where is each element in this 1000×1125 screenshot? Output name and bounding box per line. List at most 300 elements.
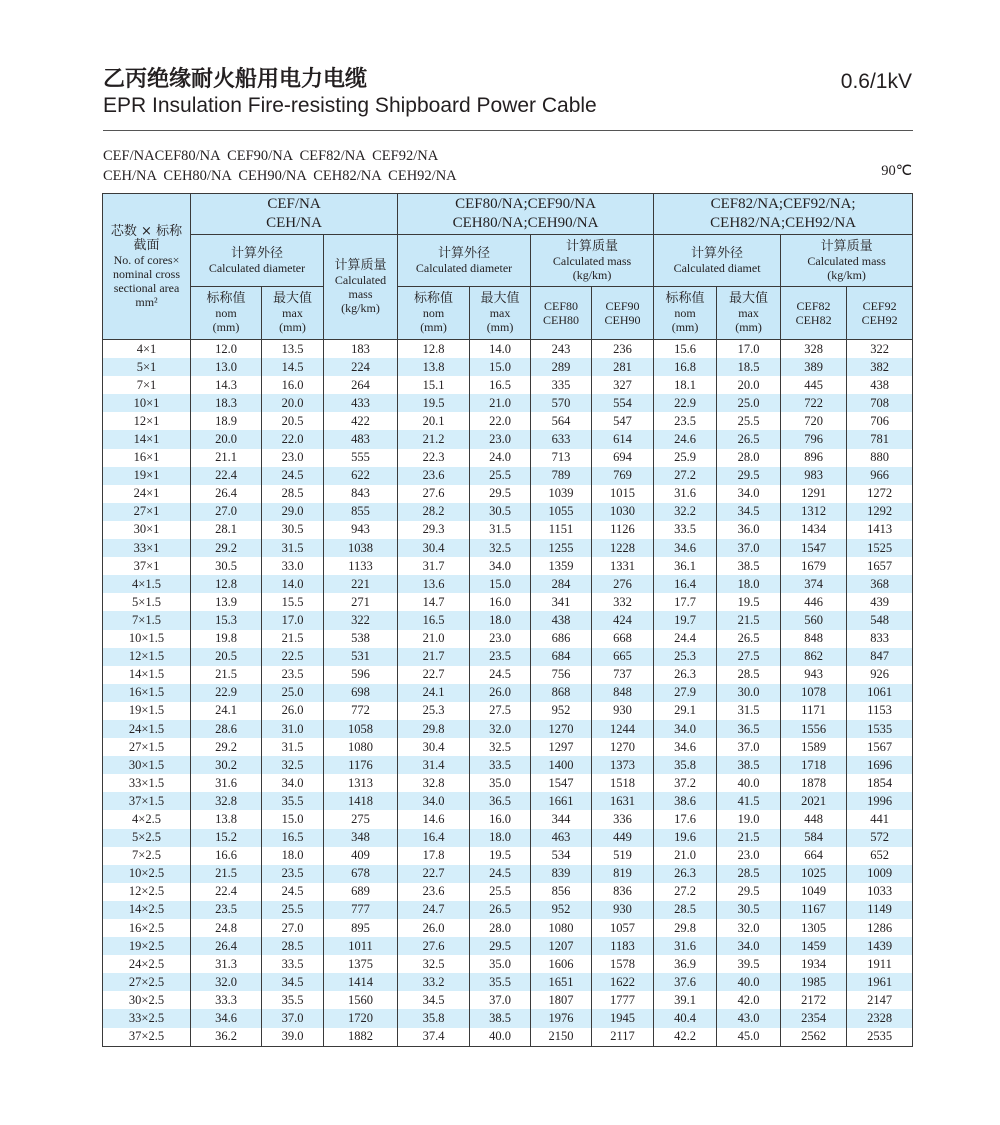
table-cell: 21.5 [717,611,781,629]
table-cell: 16.4 [398,829,470,847]
cell-cores-section: 30×2.5 [103,991,191,1009]
table-cell: 21.0 [470,394,531,412]
table-cell: 332 [592,593,654,611]
table-cell: 13.8 [398,358,470,376]
table-cell: 22.4 [191,467,262,485]
table-cell: 22.9 [654,394,717,412]
header-nom: 标称值 nom (mm) [398,287,470,340]
table-cell: 33.5 [262,955,324,973]
table-cell: 37.6 [654,973,717,991]
table-cell: 1270 [592,738,654,756]
table-cell: 1228 [592,539,654,557]
table-row [103,358,913,376]
table-cell: 36.5 [717,720,781,738]
table-cell: 30.5 [470,503,531,521]
table-cell: 25.3 [654,648,717,666]
table-cell: 1126 [592,521,654,539]
table-row [103,901,913,919]
cell-cores-section: 14×2.5 [103,901,191,919]
table-cell: 1696 [847,756,913,774]
header-diameter: 计算外径 Calculated diameter [398,235,531,287]
table-cell: 441 [847,810,913,828]
table-cell: 25.0 [717,394,781,412]
table-cell: 33.5 [470,756,531,774]
table-cell: 448 [781,810,847,828]
table-cell: 668 [592,630,654,648]
table-cell: 433 [324,394,398,412]
table-cell: 28.5 [262,937,324,955]
table-cell: 1547 [531,774,592,792]
table-cell: 952 [531,901,592,919]
table-cell: 2172 [781,991,847,1009]
table-cell: 18.0 [717,575,781,593]
table-cell: 24.5 [262,467,324,485]
table-cell: 32.5 [470,738,531,756]
table-cell: 24.1 [398,684,470,702]
cell-cores-section: 14×1.5 [103,666,191,684]
table-row [103,738,913,756]
table-cell: 32.5 [470,539,531,557]
table-cell: 15.0 [470,358,531,376]
table-cell: 14.5 [262,358,324,376]
table-cell: 34.0 [717,485,781,503]
header-diameter: 计算外径 Calculated diamet [654,235,781,287]
table-cell: 1331 [592,557,654,575]
table-cell: 26.5 [470,901,531,919]
table-cell: 32.0 [470,720,531,738]
table-cell: 560 [781,611,847,629]
table-cell: 243 [531,340,592,359]
table-cell: 34.0 [654,720,717,738]
cell-cores-section: 37×1.5 [103,792,191,810]
header-model-sub: CEF90 CEH90 [592,287,654,340]
table-cell: 1149 [847,901,913,919]
table-cell: 35.5 [470,973,531,991]
table-cell: 19.5 [717,593,781,611]
table-cell: 1976 [531,1009,592,1027]
table-cell: 29.8 [398,720,470,738]
table-row [103,394,913,412]
table-cell: 930 [592,901,654,919]
table-cell: 20.0 [262,394,324,412]
table-cell: 31.6 [654,937,717,955]
table-row [103,376,913,394]
voltage-rating: 0.6/1kV [840,70,912,93]
table-cell: 28.5 [654,901,717,919]
table-cell: 694 [592,449,654,467]
cell-cores-section: 27×1 [103,503,191,521]
table-cell: 34.5 [398,991,470,1009]
table-cell: 33.0 [262,557,324,575]
table-cell: 1718 [781,756,847,774]
table-cell: 689 [324,883,398,901]
table-row [103,829,913,847]
table-cell: 34.6 [654,539,717,557]
table-cell: 1996 [847,792,913,810]
table-cell: 28.2 [398,503,470,521]
table-cell: 29.8 [654,919,717,937]
table-cell: 880 [847,449,913,467]
cell-cores-section: 5×1.5 [103,593,191,611]
table-cell: 531 [324,648,398,666]
table-cell: 2117 [592,1028,654,1047]
table-cell: 15.0 [470,575,531,593]
table-row [103,955,913,973]
table-row [103,792,913,810]
table-cell: 1151 [531,521,592,539]
table-cell: 32.8 [191,792,262,810]
model-line-1: CEF/NACEF80/NA CEF90/NA CEF82/NA CEF92/NA [103,148,439,164]
table-row [103,611,913,629]
table-cell: 1720 [324,1009,398,1027]
table-cell: 37.2 [654,774,717,792]
table-cell: 13.8 [191,810,262,828]
table-cell: 30.5 [191,557,262,575]
table-row [103,919,913,937]
table-row [103,648,913,666]
table-cell: 32.5 [262,756,324,774]
divider [103,130,913,131]
table-cell: 1651 [531,973,592,991]
table-cell: 31.6 [654,485,717,503]
table-cell: 1589 [781,738,847,756]
table-row [103,684,913,702]
table-cell: 713 [531,449,592,467]
table-cell: 38.5 [717,756,781,774]
table-cell: 2562 [781,1028,847,1047]
table-cell: 32.8 [398,774,470,792]
table-cell: 686 [531,630,592,648]
table-cell: 438 [531,611,592,629]
table-cell: 21.5 [717,829,781,847]
table-cell: 14.3 [191,376,262,394]
table-cell: 23.5 [262,865,324,883]
table-cell: 777 [324,901,398,919]
table-cell: 23.5 [262,666,324,684]
table-cell: 1171 [781,702,847,720]
table-cell: 572 [847,829,913,847]
table-cell: 38.6 [654,792,717,810]
table-cell: 24.7 [398,901,470,919]
table-cell: 18.5 [717,358,781,376]
header-mass: 计算质量 Calculated mass (kg/km) [781,235,913,287]
table-cell: 22.4 [191,883,262,901]
table-cell: 1525 [847,539,913,557]
table-cell: 25.3 [398,702,470,720]
table-cell: 25.5 [262,901,324,919]
table-cell: 14.6 [398,810,470,828]
table-cell: 564 [531,412,592,430]
table-cell: 22.5 [262,648,324,666]
table-cell: 42.2 [654,1028,717,1047]
table-cell: 684 [531,648,592,666]
table-row [103,467,913,485]
table-cell: 27.9 [654,684,717,702]
table-cell: 284 [531,575,592,593]
table-cell: 14.0 [470,340,531,359]
table-cell: 374 [781,575,847,593]
table-cell: 34.6 [191,1009,262,1027]
table-cell: 14.7 [398,593,470,611]
table-cell: 1011 [324,937,398,955]
cell-cores-section: 10×1 [103,394,191,412]
cell-cores-section: 19×2.5 [103,937,191,955]
table-cell: 27.5 [717,648,781,666]
table-cell: 12.8 [191,575,262,593]
header-model-sub: CEF80 CEH80 [531,287,592,340]
table-cell: 40.0 [717,973,781,991]
table-cell: 23.0 [470,430,531,448]
table-cell: 36.0 [717,521,781,539]
table-cell: 15.5 [262,593,324,611]
cell-cores-section: 27×2.5 [103,973,191,991]
table-cell: 2021 [781,792,847,810]
table-cell: 1061 [847,684,913,702]
table-cell: 24.0 [470,449,531,467]
table-cell: 554 [592,394,654,412]
table-cell: 15.6 [654,340,717,359]
table-cell: 18.0 [470,611,531,629]
table-cell: 848 [592,684,654,702]
table-cell: 29.1 [654,702,717,720]
table-cell: 39.1 [654,991,717,1009]
table-cell: 16.5 [398,611,470,629]
table-cell: 322 [847,340,913,359]
table-cell: 183 [324,340,398,359]
table-cell: 896 [781,449,847,467]
table-cell: 32.5 [398,955,470,973]
table-cell: 1080 [531,919,592,937]
table-cell: 29.2 [191,738,262,756]
table-cell: 40.0 [717,774,781,792]
table-cell: 276 [592,575,654,593]
table-cell: 1244 [592,720,654,738]
table-cell: 40.4 [654,1009,717,1027]
table-cell: 1631 [592,792,654,810]
table-row [103,521,913,539]
table-cell: 926 [847,666,913,684]
table-row [103,847,913,865]
table-cell: 36.1 [654,557,717,575]
table-cell: 38.5 [470,1009,531,1027]
table-cell: 1133 [324,557,398,575]
table-row [103,810,913,828]
table-cell: 633 [531,430,592,448]
table-cell: 847 [847,648,913,666]
table-cell: 31.7 [398,557,470,575]
table-cell: 868 [531,684,592,702]
table-cell: 23.0 [470,630,531,648]
table-cell: 20.5 [262,412,324,430]
cell-cores-section: 16×1 [103,449,191,467]
table-cell: 34.0 [717,937,781,955]
table-cell: 983 [781,467,847,485]
table-cell: 1058 [324,720,398,738]
table-cell: 15.0 [262,810,324,828]
table-cell: 1291 [781,485,847,503]
table-cell: 720 [781,412,847,430]
table-cell: 15.2 [191,829,262,847]
table-cell: 38.5 [717,557,781,575]
table-cell: 1297 [531,738,592,756]
table-cell: 1911 [847,955,913,973]
table-cell: 26.5 [717,630,781,648]
table-cell: 40.0 [470,1028,531,1047]
table-cell: 19.5 [470,847,531,865]
table-cell: 336 [592,810,654,828]
table-cell: 1167 [781,901,847,919]
table-cell: 25.9 [654,449,717,467]
table-cell: 41.5 [717,792,781,810]
table-cell: 24.6 [654,430,717,448]
table-cell: 30.4 [398,738,470,756]
cell-cores-section: 7×1.5 [103,611,191,629]
table-cell: 22.7 [398,865,470,883]
table-cell: 24.8 [191,919,262,937]
cell-cores-section: 19×1 [103,467,191,485]
cell-cores-section: 33×1.5 [103,774,191,792]
table-cell: 14.0 [262,575,324,593]
table-cell: 221 [324,575,398,593]
table-cell: 30.4 [398,539,470,557]
table-cell: 29.2 [191,539,262,557]
table-cell: 33.2 [398,973,470,991]
table-cell: 16.6 [191,847,262,865]
table-row [103,412,913,430]
cell-cores-section: 12×2.5 [103,883,191,901]
header-max: 最大值 max (mm) [470,287,531,340]
table-cell: 446 [781,593,847,611]
table-cell: 27.0 [262,919,324,937]
header-model-sub: CEF92 CEH92 [847,287,913,340]
title-english: EPR Insulation Fire-resisting Shipboard Power Cable [103,94,597,117]
cell-cores-section: 12×1 [103,412,191,430]
table-cell: 24.5 [470,666,531,684]
table-cell: 341 [531,593,592,611]
table-cell: 22.0 [262,430,324,448]
table-cell: 271 [324,593,398,611]
table-cell: 34.5 [717,503,781,521]
table-cell: 534 [531,847,592,865]
table-cell: 1961 [847,973,913,991]
cell-cores-section: 24×1.5 [103,720,191,738]
table-cell: 26.4 [191,937,262,955]
table-cell: 409 [324,847,398,865]
table-cell: 16.0 [470,810,531,828]
table-cell: 30.5 [262,521,324,539]
table-row [103,937,913,955]
table-cell: 32.0 [191,973,262,991]
table-cell: 548 [847,611,913,629]
table-cell: 1622 [592,973,654,991]
table-cell: 570 [531,394,592,412]
cell-cores-section: 12×1.5 [103,648,191,666]
table-cell: 1359 [531,557,592,575]
table-cell: 789 [531,467,592,485]
table-cell: 708 [847,394,913,412]
cell-cores-section: 30×1.5 [103,756,191,774]
table-row [103,340,913,359]
table-cell: 819 [592,865,654,883]
table-cell: 344 [531,810,592,828]
table-cell: 29.5 [717,467,781,485]
table-cell: 22.7 [398,666,470,684]
table-cell: 27.0 [191,503,262,521]
table-cell: 18.3 [191,394,262,412]
table-cell: 2354 [781,1009,847,1027]
table-cell: 34.0 [398,792,470,810]
table-cell: 483 [324,430,398,448]
table-cell: 264 [324,376,398,394]
table-cell: 1854 [847,774,913,792]
cell-cores-section: 19×1.5 [103,702,191,720]
table-cell: 31.3 [191,955,262,973]
table-cell: 1375 [324,955,398,973]
table-cell: 23.5 [470,648,531,666]
table-cell: 1057 [592,919,654,937]
table-row [103,883,913,901]
cell-cores-section: 16×1.5 [103,684,191,702]
table-cell: 463 [531,829,592,847]
table-cell: 943 [781,666,847,684]
table-cell: 26.3 [654,865,717,883]
table-cell: 33.5 [654,521,717,539]
table-row [103,666,913,684]
cell-cores-section: 7×1 [103,376,191,394]
table-cell: 1434 [781,521,847,539]
table-cell: 13.6 [398,575,470,593]
table-row [103,973,913,991]
cell-cores-section: 4×1.5 [103,575,191,593]
table-cell: 224 [324,358,398,376]
table-cell: 19.5 [398,394,470,412]
table-cell: 678 [324,865,398,883]
table-cell: 698 [324,684,398,702]
table-cell: 1934 [781,955,847,973]
table-row [103,991,913,1009]
table-cell: 1777 [592,991,654,1009]
table-cell: 1882 [324,1028,398,1047]
table-cell: 622 [324,467,398,485]
table-cell: 24.5 [262,883,324,901]
table-cell: 12.0 [191,340,262,359]
table-row [103,1009,913,1027]
table-cell: 1153 [847,702,913,720]
table-cell: 796 [781,430,847,448]
table-cell: 21.5 [262,630,324,648]
table-cell: 952 [531,702,592,720]
table-cell: 1272 [847,485,913,503]
table-cell: 21.5 [191,865,262,883]
table-cell: 614 [592,430,654,448]
table-cell: 20.0 [191,430,262,448]
table-cell: 1413 [847,521,913,539]
table-cell: 547 [592,412,654,430]
table-cell: 21.0 [654,847,717,865]
table-cell: 30.5 [717,901,781,919]
table-cell: 1055 [531,503,592,521]
table-cell: 389 [781,358,847,376]
table-cell: 34.0 [262,774,324,792]
table-cell: 1270 [531,720,592,738]
table-cell: 1292 [847,503,913,521]
table-cell: 33.3 [191,991,262,1009]
table-cell: 25.0 [262,684,324,702]
table-cell: 29.0 [262,503,324,521]
table-row [103,430,913,448]
table-cell: 34.5 [262,973,324,991]
table-cell: 37.0 [717,539,781,557]
